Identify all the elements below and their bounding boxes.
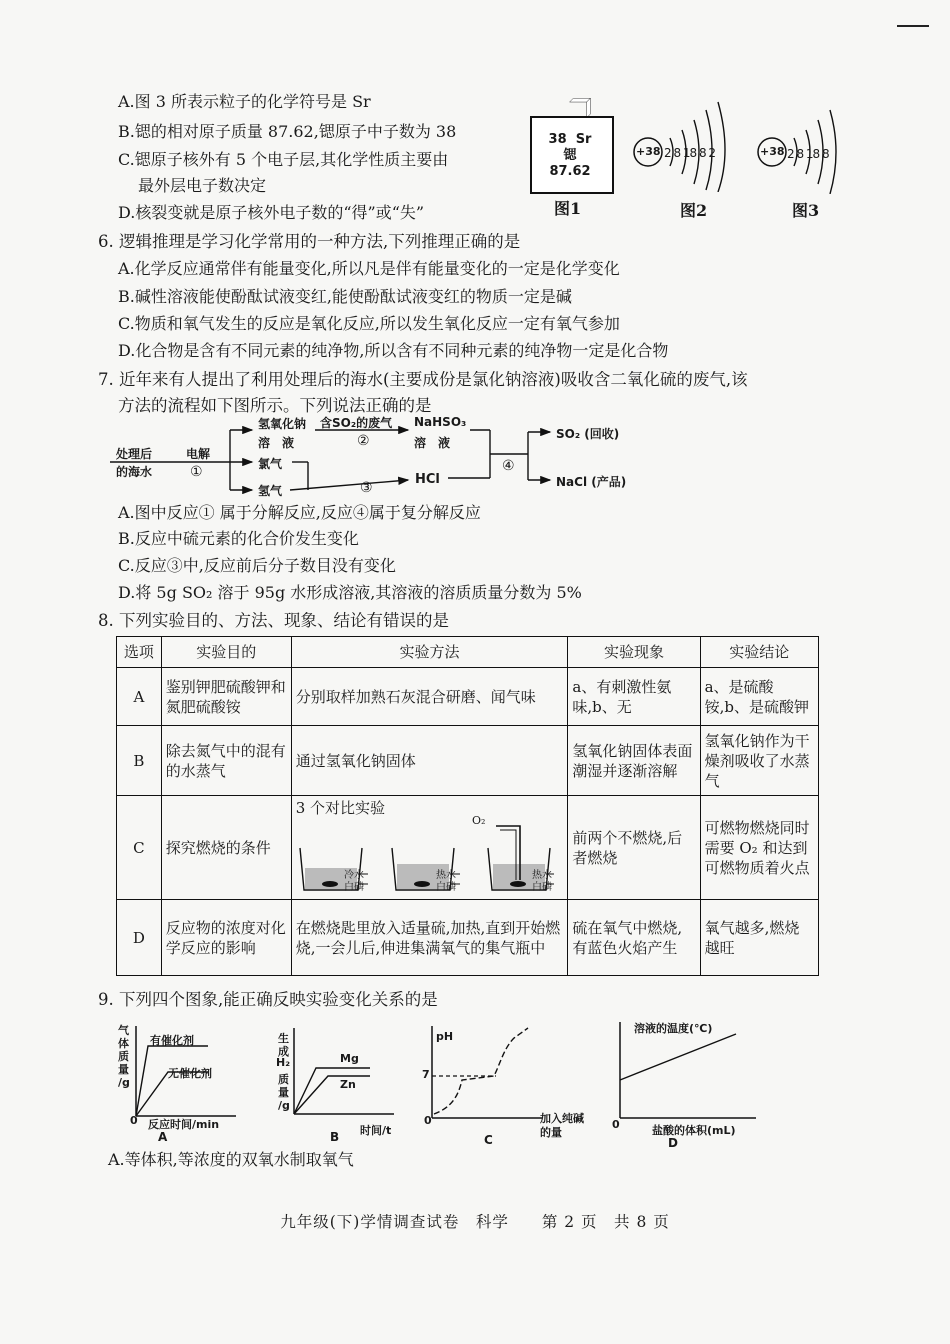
- chart-d-line: [620, 1034, 736, 1080]
- flow-naoh-1: 氢氧化钠: [258, 417, 307, 431]
- flow-reaction-4: ④: [502, 458, 515, 474]
- chart-c-xlabel-2: 的量: [540, 1126, 562, 1139]
- page-footer: 九年级(下)学情调查试卷 科学 第 2 页 共 8 页: [280, 1213, 670, 1231]
- flow-so2-out: SO₂ (回收): [556, 427, 620, 441]
- chart-b-line-mg: [294, 1068, 370, 1114]
- header-conclusion: 实验结论: [700, 637, 818, 668]
- q9-stem: 9. 下列四个图象,能正确反映实验变化关系的是: [98, 990, 438, 1009]
- fig2-nucleus: +38: [636, 145, 661, 158]
- chart-b-line-zn: [294, 1076, 370, 1114]
- flow-nahso3-2: 溶 液: [414, 436, 451, 450]
- beaker-o2: O₂: [472, 814, 486, 827]
- q7-stem-line2: 方法的流程如下图所示。下列说法正确的是: [118, 396, 432, 415]
- chart-c-ylabel: pH: [436, 1030, 454, 1043]
- q6-option-c: C.物质和氧气发生的反应是氧化反应,所以发生氧化反应一定有氧气参加: [118, 314, 620, 333]
- flow-hcl: HCl: [415, 472, 440, 487]
- row-phenomenon: 硫在氧气中燃烧,有蓝色火焰产生: [568, 900, 700, 976]
- chart-a-y4: 量: [118, 1063, 129, 1076]
- row-option: D: [117, 900, 162, 976]
- q7-option-c: C.反应③中,反应前后分子数目没有变化: [118, 556, 396, 575]
- header-option: 选项: [117, 637, 162, 668]
- q5-option-b: B.锶的相对原子质量 87.62,锶原子中子数为 38: [118, 122, 457, 141]
- q7-option-d: D.将 5g SO₂ 溶于 95g 水形成溶液,其溶液的溶质质量分数为 5%: [118, 583, 582, 602]
- flow-so2-gas: 含SO₂的废气: [320, 416, 393, 430]
- table-row: [117, 726, 819, 796]
- row-purpose: 反应物的浓度对化学反应的影响: [161, 900, 291, 976]
- chart-d-ylabel: 溶液的温度(℃): [634, 1022, 713, 1035]
- header-phenomenon: 实验现象: [568, 637, 700, 668]
- chart-b-series-zn: Zn: [340, 1078, 356, 1091]
- row-conclusion: 可燃物燃烧同时需要 O₂ 和达到可燃物质着火点: [700, 796, 818, 900]
- element-symbol: Sr: [575, 132, 592, 147]
- flow-electrolysis: 电解: [186, 447, 211, 461]
- row-phenomenon: 前两个不燃烧,后者燃烧: [568, 796, 700, 900]
- chart-c-xlabel-1: 加入纯碱: [540, 1112, 584, 1125]
- flow-h2: 氢气: [258, 484, 283, 498]
- row-conclusion: 氧气越多,燃烧越旺: [700, 900, 818, 976]
- q7-option-a: A.图中反应① 属于分解反应,反应④属于复分解反应: [118, 503, 481, 522]
- row-option: B: [117, 726, 162, 796]
- row-method: 通过氢氧化钠固体: [291, 726, 568, 796]
- q7-stem-line1: 7. 近年来有人提出了利用处理后的海水(主要成份是氯化钠溶液)吸收含二氧化硫的废气,该: [98, 370, 748, 389]
- chart-b-y4: 质: [278, 1073, 289, 1086]
- table-row: [117, 900, 819, 976]
- chart-b-label: B: [330, 1130, 340, 1144]
- corner-mark: [897, 25, 929, 27]
- chart-a-y2: 体: [118, 1037, 129, 1050]
- table-header-row: [117, 637, 819, 668]
- row-conclusion: a、是硫酸铵,b、是硫酸钾: [700, 668, 818, 726]
- atom-structure-fig2: [630, 96, 740, 192]
- chart-a-y3: 质: [118, 1050, 129, 1063]
- element-number: 38: [548, 132, 567, 147]
- flow-nahso3-1: NaHSO₃: [414, 415, 467, 429]
- chart-c-label: C: [484, 1133, 493, 1147]
- row-conclusion: 氢氧化钠作为干燥剂吸收了水蒸气: [700, 726, 818, 796]
- q8-stem: 8. 下列实验目的、方法、现象、结论有错误的是: [98, 611, 449, 630]
- flow-nacl-out: NaCl (产品): [556, 475, 627, 489]
- q6-option-b: B.碱性溶液能使酚酞试液变红,能使酚酞试液变红的物质一定是碱: [118, 287, 572, 306]
- caption-fig3: 图3: [792, 201, 820, 220]
- chart-a-xlabel: 反应时间/min: [148, 1118, 220, 1131]
- row-purpose: 探究燃烧的条件: [161, 796, 291, 900]
- flow-start-2: 的海水: [116, 465, 153, 479]
- q5-option-c: C.锶原子核外有 5 个电子层,其化学性质主要由: [118, 150, 449, 169]
- element-mass: 87.62: [549, 164, 591, 179]
- chart-b-xlabel: 时间/t: [360, 1124, 392, 1137]
- q7-option-b: B.反应中硫元素的化合价发生变化: [118, 529, 359, 548]
- row-option: C: [117, 796, 162, 900]
- chart-b-y2: 成: [278, 1045, 289, 1058]
- caption-fig2: 图2: [680, 201, 708, 220]
- q9-option-a: A.等体积,等浓度的双氧水制取氧气: [108, 1150, 354, 1169]
- flow-naoh-2: 溶 液: [258, 436, 295, 450]
- row-purpose: 鉴别钾肥硫酸钾和氮肥硫酸铵: [161, 668, 291, 726]
- fig2-shells: 2 8 18 8 2: [664, 146, 716, 160]
- row-method: 在燃烧匙里放入适量硫,加热,直到开始燃烧,一会儿后,伸进集满氧气的集气瓶中: [291, 900, 568, 976]
- chart-c-origin: 0: [424, 1114, 432, 1127]
- q5-option-d: D.核裂变就是原子核外电子数的“得”或“失”: [118, 203, 425, 222]
- fig3-shells: 2 8 18 8: [787, 147, 829, 161]
- chart-a-label: A: [158, 1130, 168, 1144]
- chart-d-label: D: [668, 1136, 678, 1150]
- chart-a-series-1: 有催化剂: [150, 1034, 194, 1047]
- beakers-illustration: [296, 818, 558, 894]
- flow-reaction-2: ②: [357, 433, 370, 449]
- q5-option-a: A.图 3 所表示粒子的化学符号是 Sr: [118, 92, 371, 111]
- chart-d-origin: 0: [612, 1118, 620, 1131]
- element-name: 锶: [563, 148, 577, 163]
- beaker1-phosphorus: 白磷: [344, 882, 364, 893]
- chart-c-tick: 7: [422, 1068, 430, 1081]
- chart-a-line-catalyst: [136, 1046, 208, 1116]
- flow-cl2: 氯气: [258, 457, 283, 471]
- chart-a-series-2: 无催化剂: [168, 1067, 212, 1080]
- chart-d-xlabel: 盐酸的体积(mL): [652, 1124, 736, 1137]
- beaker3-water: 热水: [532, 870, 552, 881]
- chart-b-series-mg: Mg: [340, 1052, 359, 1065]
- header-purpose: 实验目的: [161, 637, 291, 668]
- fig3-nucleus: +38: [760, 145, 785, 158]
- row-phenomenon: a、有刺激性氨味,b、无: [568, 668, 700, 726]
- flow-reaction-1: ①: [190, 464, 203, 480]
- caption-fig1: 图1: [554, 199, 582, 218]
- chart-b-y5: 量: [278, 1086, 289, 1099]
- q5-option-c-cont: 最外层电子数决定: [138, 176, 267, 195]
- beaker2-water: 热水: [436, 870, 456, 881]
- row-purpose: 除去氮气中的混有的水蒸气: [161, 726, 291, 796]
- table-row: [117, 668, 819, 726]
- flow-reaction-3: ③: [360, 480, 373, 496]
- beaker2-phosphorus: 白磷: [436, 882, 456, 893]
- row-method: 分别取样加熟石灰混合研磨、闻气味: [291, 668, 568, 726]
- element-box: [530, 98, 630, 192]
- chart-a-origin: 0: [130, 1114, 138, 1127]
- beaker3-phosphorus: 白磷: [532, 882, 552, 893]
- q6-stem: 6. 逻辑推理是学习化学常用的一种方法,下列推理正确的是: [98, 232, 521, 251]
- chart-b-y1: 生: [278, 1032, 289, 1045]
- row-option: A: [117, 668, 162, 726]
- row-method: 3 个对比实验: [295, 799, 386, 817]
- chart-a-y5: /g: [118, 1076, 130, 1089]
- chart-b-y6: /g: [278, 1099, 290, 1112]
- beaker1-water: 冷水: [344, 870, 364, 881]
- q8-experiment-table: [116, 636, 819, 976]
- flow-start-1: 处理后: [116, 447, 153, 461]
- q6-option-d: D.化合物是含有不同元素的纯净物,所以含有不同种元素的纯净物一定是化合物: [118, 341, 669, 360]
- header-method: 实验方法: [291, 637, 568, 668]
- chart-b-y3: H₂: [276, 1056, 291, 1069]
- q6-option-a: A.化学反应通常伴有能量变化,所以凡是伴有能量变化的一定是化学变化: [118, 259, 620, 278]
- chart-a-y1: 气: [118, 1024, 129, 1037]
- row-phenomenon: 氢氧化钠固体表面潮湿并逐渐溶解: [568, 726, 700, 796]
